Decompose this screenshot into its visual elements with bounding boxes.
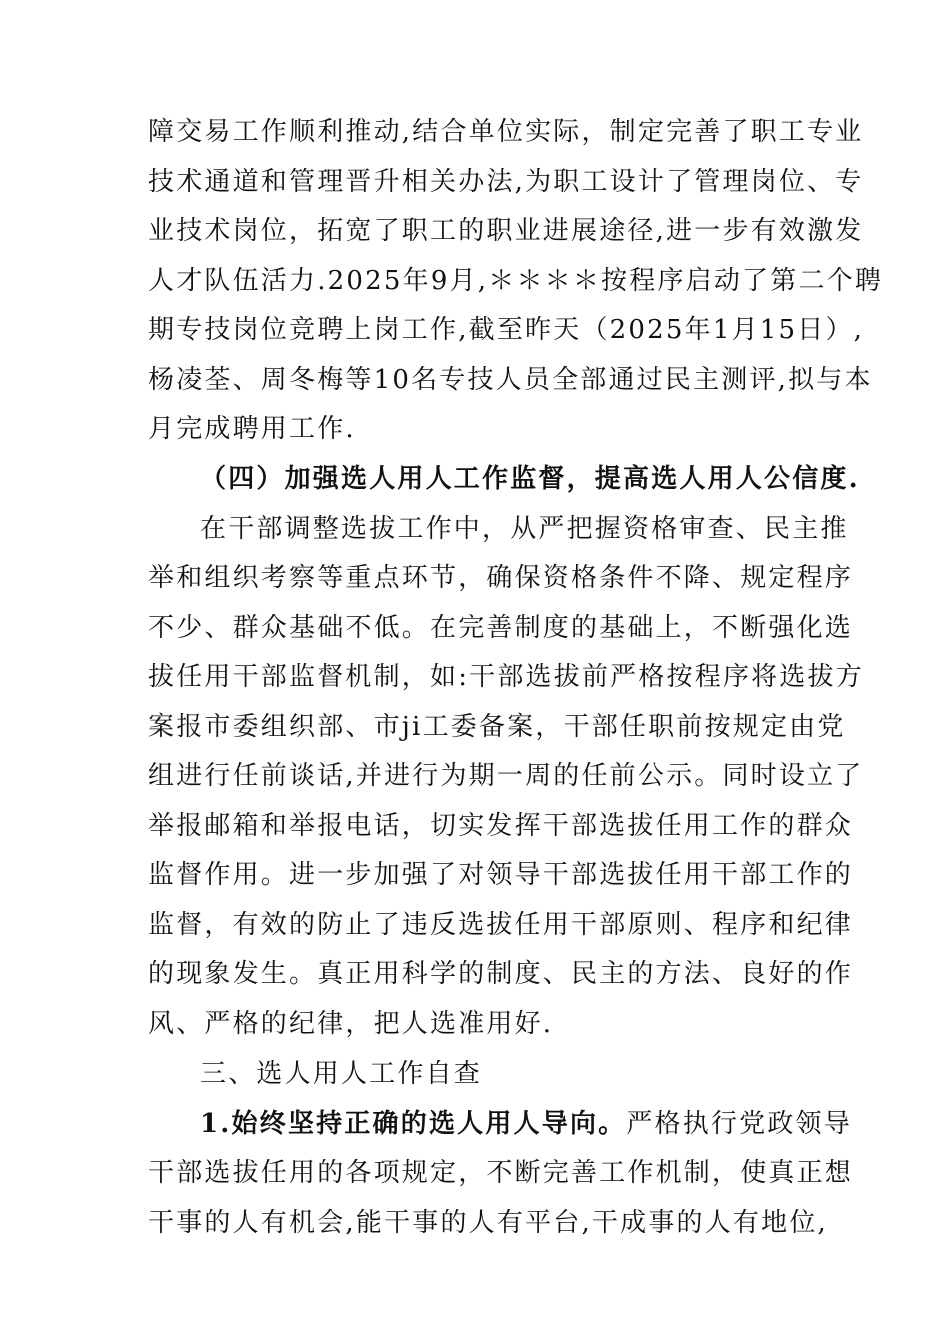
- paragraph-3-line-3: 干事的人有机会,能干事的人有平台,干成事的人有地位,: [148, 1208, 828, 1238]
- paragraph-1-line-2: 技术通道和管理晋升相关办法,为职工设计了管理岗位、专: [148, 167, 864, 197]
- paragraph-3-lead-rest: 严格执行党政领导: [626, 1109, 852, 1139]
- paragraph-2-line-11: 风、严格的纪律，把人选准用好.: [148, 1009, 554, 1039]
- paragraph-3-line-2: 干部选拔任用的各项规定，不断完善工作机制，使真正想: [148, 1158, 854, 1188]
- paragraph-2-line-8: 监督作用。进一步加强了对领导干部选拔任用干部工作的: [148, 860, 854, 890]
- paragraph-1-line-3: 业技术岗位，拓宽了职工的职业进展途径,进一步有效激发: [148, 216, 864, 246]
- paragraph-3-line-1: [200, 1104, 852, 1144]
- paragraph-2-line-5: 案报市委组织部、市ji工委备案，干部任职前按规定由党: [148, 712, 846, 742]
- paragraph-2-line-4: 拔任用干部监督机制，如:干部选拔前严格按程序将选拔方: [148, 662, 864, 692]
- paragraph-2-line-6: 组进行任前谈话,并进行为期一周的任前公示。同时设立了: [148, 761, 864, 791]
- subheading-four: （四）加强选人用人工作监督，提高选人用人公信度.: [200, 464, 860, 494]
- paragraph-1-line-4: 人才队伍活力.2025年9月,＊＊＊＊按程序启动了第二个聘: [148, 266, 884, 296]
- paragraph-1-line-7: 月完成聘用工作.: [148, 414, 356, 444]
- paragraph-1-line-5: 期专技岗位竞聘上岗工作,截至昨天（2025年1月15日）,: [148, 315, 865, 345]
- paragraph-2-line-10: 的现象发生。真正用科学的制度、民主的方法、良好的作: [148, 959, 854, 989]
- paragraph-1-line-1: 障交易工作顺利推动,结合单位实际，制定完善了职工专业: [148, 117, 864, 147]
- paragraph-3-lead-bold: 1.始终坚持正确的选人用人导向。: [200, 1109, 627, 1139]
- paragraph-2-line-3: 不少、群众基础不低。在完善制度的基础上，不断强化选: [148, 613, 854, 643]
- paragraph-1-line-6: 杨凌荃、周冬梅等10名专技人员全部通过民主测评,拟与本: [148, 365, 873, 395]
- section-title-three: 三、选人用人工作自查: [200, 1059, 483, 1089]
- paragraph-2-line-2: 举和组织考察等重点环节，确保资格条件不降、规定程序: [148, 563, 854, 593]
- paragraph-2-line-1: 在干部调整选拔工作中，从严把握资格审查、民主推: [200, 514, 849, 544]
- paragraph-2-line-9: 监督，有效的防止了违反选拔任用干部原则、程序和纪律: [148, 910, 854, 940]
- paragraph-2-line-7: 举报邮箱和举报电话，切实发挥干部选拔任用工作的群众: [148, 811, 854, 841]
